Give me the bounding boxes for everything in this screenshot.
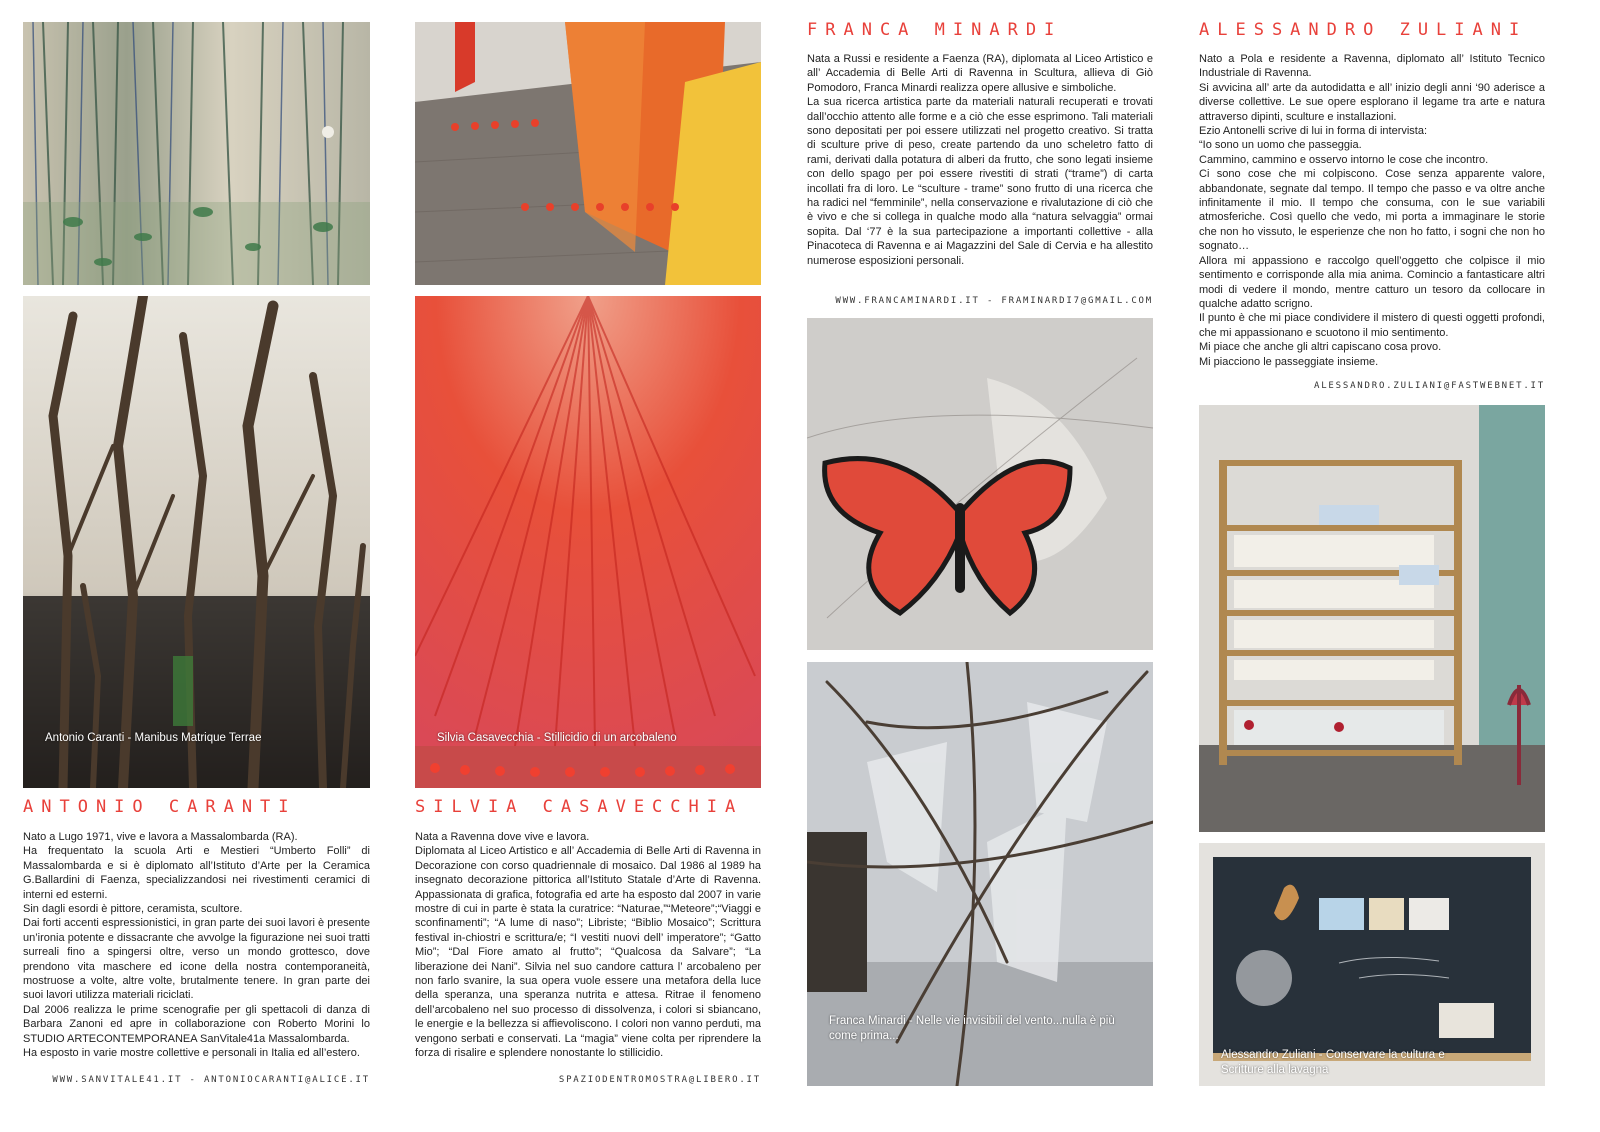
- bio-paragraph: Dai forti accenti espressionistici, in gran parte dei suoi lavori è presente un’ironia potente e dissacrante che avvolge la figurazione nei suoi tratti surreali fino a spingersi oltre, verso un mondo grottesco, dove prendono vita maschere ed icone della nostra contemporaneità, mostruose a volte, altre volte, brutalmente tenere. In gran parte dei suoi lavori utilizza materiali riciclati.: [23, 917, 370, 1002]
- alessandro-zuliani-contact[interactable]: ALESSANDRO.ZULIANI@FASTWEBNET.IT: [1314, 381, 1545, 391]
- antonio-caranti-heading: ANTONIO CARANTI: [23, 797, 297, 817]
- bio-paragraph: La sua ricerca artistica parte da materiali naturali recuperati e trovati dall’occhio attento alle forme e a ciò che esse esprimono. Tali materiali sono depositati per poi essere utilizzati nel progetto creativo. Si tratta di sculture prive di peso, create partendo da uno scheletro fatto di rami, derivati dalla potatura di alberi da frutto, che sono legati insieme con dello spago per poi essere rivestiti di strati (“trame”) di carta incollati fra di loro. Le “sculture - trame” sono frutto di una ricerca che ha radici nel “femminile”, nella conservazione e rivalutazione di ciò che è vivo e che si collega in qualche modo alla “natura selvaggia” ormai sopita. Dal ‘77 è la sua partecipazione a importanti collettive - alla Pinacoteca di Ravenna e ai Magazzini del Sale di Cervia e ha allestito numerose esposizioni personali.: [807, 96, 1153, 267]
- bio-paragraph: Il punto è che mi piace condividere il mistero di questi oggetti profondi, che mi appassionano e scuotono il mio sentimento.: [1199, 312, 1545, 339]
- branches-caption: Franca Minardi - Nelle vie invisibili del vento...nulla è più come prima...: [829, 1015, 1115, 1042]
- silvia-casavecchia-contact[interactable]: SPAZIODENTROMOSTRA@LIBERO.IT: [558, 1075, 761, 1085]
- red-rays-caption: Silvia Casavecchia - Stillicidio di un arcobaleno: [437, 732, 677, 744]
- bio-paragraph: Ha esposto in varie mostre collettive e personali in Italia ed all’estero.: [23, 1047, 360, 1060]
- bio-paragraph: Nata a Ravenna dove vive e lavora.: [415, 831, 590, 843]
- antonio-caranti-bio: [23, 830, 370, 1061]
- silvia-casavecchia-heading: SILVIA CASAVECCHIA: [415, 797, 744, 817]
- franca-minardi-contact[interactable]: WWW.FRANCAMINARDI.IT - FRAMINARDI7@GMAIL.COM: [835, 296, 1153, 306]
- branches-installation-image: [807, 662, 1153, 1086]
- bio-paragraph: Si avvicina all’ arte da autodidatta e all’ inizio degli anni ‘90 aderisce a diverse collettive. Le sue opere esplorano il legame tra arte e natura attraverso dipinti, sculture e installazioni.: [1199, 81, 1545, 123]
- bio-paragraph: Ha frequentato la scuola Arti e Mestieri “Umberto Folli” di Massalombarda e si è diplomato all’Istituto d’Arte per la Ceramica G.Ballardini di Faenza, specializzandosi nei rivestimenti ceramici di interni ed esterni.: [23, 845, 370, 901]
- bio-paragraph: Ezio Antonelli scrive di lui in forma di intervista:: [1199, 125, 1428, 138]
- installation-room-image: [415, 22, 761, 285]
- blackboard-caption: Alessandro Zuliani - Conservare la cultura e Scritture alla lavagna: [1221, 1049, 1445, 1076]
- bio-paragraph: Sin dagli esordi è pittore, ceramista, scultore.: [23, 903, 243, 916]
- painting-image: [23, 22, 370, 285]
- trees-installation-image: [23, 296, 370, 788]
- butterfly-image: [807, 318, 1153, 650]
- bio-paragraph: Nata a Russi e residente a Faenza (RA), diplomata al Liceo Artistico e all’ Accademia di Belle Arti di Ravenna in Scultura, allieva di Giò Pomodoro, Franca Minardi realizza opere allusive e simboliche.: [807, 53, 1153, 94]
- franca-minardi-bio: [807, 52, 1153, 268]
- bio-paragraph: Mi piacciono le passeggiate insieme.: [1199, 355, 1379, 368]
- bio-paragraph: Nato a Lugo 1971, vive e lavora a Massalombarda (RA).: [23, 831, 298, 843]
- blackboard-image: [1199, 843, 1545, 1086]
- silvia-casavecchia-bio: [415, 830, 761, 1061]
- bio-paragraph: Allora mi appassiono e raccolgo quell’oggetto che colpisce il mio sentimento e corrisponde alla mia anima. Comincio a fantasticare altri modi di vedere il mondo, mentre catturo un tesoro da collocare in qualche adatto scrigno.: [1199, 254, 1545, 310]
- red-rays-image: [415, 296, 761, 788]
- bio-paragraph: Mi piace che anche gli altri capiscano cosa provo.: [1199, 341, 1442, 354]
- bio-paragraph: Cammino, cammino e osservo intorno le cose che incontro.: [1199, 153, 1489, 166]
- bio-paragraph: Nato a Pola e residente a Ravenna, diplomato all’ Istituto Tecnico Industriale di Ravenna.: [1199, 53, 1545, 80]
- alessandro-zuliani-bio: [1199, 52, 1545, 369]
- bio-paragraph: Diplomata al Liceo Artistico e all’ Accademia di Belle Arti di Ravenna in Decorazione con corso quadriennale di mosaico. Dal 1986 al 1989 ha insegnato decorazione pittorica all’Istituto Statale d’Arte di Ravenna. Appassionata di grafica, fotografia ed arte ha esposto dal 2007 in varie mostre di cui in parte è stata la curatrice: “Naturae,”“Meteore”;“Viaggi e sconfinamenti”; “A lume di naso”; Libriste; “Biblio Mosaico”; Scrittura festival in-chiostri e scrittura/e; “I vestiti nuovi dell’ imperatore”; “Gatto Mio”; “Dal Fiore amato al frutto”; “Qualcosa da Salvare”; “La liberazione dei Nani”. Silvia nel suo candore cattura l’ arcobaleno per non farlo svanire, la sua opera vuole essere una metafora della luce della speranza, una speranza nutrita e attesa. Ritrae il fenomeno dell’arcobaleno nel suo processo di dissolvenza, i colori si sbiancano, le energie e la bellezza si affievoliscono. I colori non vanno perduti, ma vengono serbati e conservati. La “magia” viene colta per riprendere la forza di risalire e splendere nonostante lo stillicidio.: [415, 845, 761, 1060]
- bio-paragraph: Dal 2006 realizza le prime scenografie per gli spettacoli di danza di Barbara Zanoni ed apre in collaborazione con Roberto Morini lo STUDIO ARTECONTEMPORANEA SanVitale41a Massalombarda.: [23, 1003, 370, 1045]
- trees-caption: Antonio Caranti - Manibus Matrique Terrae: [45, 732, 262, 744]
- bookshelf-image: [1199, 405, 1545, 832]
- alessandro-zuliani-heading: ALESSANDRO ZULIANI: [1199, 20, 1528, 40]
- bio-paragraph: Ci sono cose che mi colpiscono. Cose senza apparente valore, abbandonate, segnate dal tempo. Il tempo che passo e va oltre anche infinitamente il mio. Il tempo che consuma, con le sue variabili atmosferiche. Così quello che vedo, mi porta a immaginare le storie che non ho vissuto, le esperienze che non ho fatto, i sogni che non ho sognato…: [1199, 168, 1545, 253]
- antonio-caranti-contact[interactable]: WWW.SANVITALE41.IT - ANTONIOCARANTI@ALICE.IT: [52, 1075, 370, 1085]
- franca-minardi-heading: FRANCA MINARDI: [807, 20, 1063, 40]
- bio-paragraph: “Io sono un uomo che passeggia.: [1199, 139, 1362, 152]
